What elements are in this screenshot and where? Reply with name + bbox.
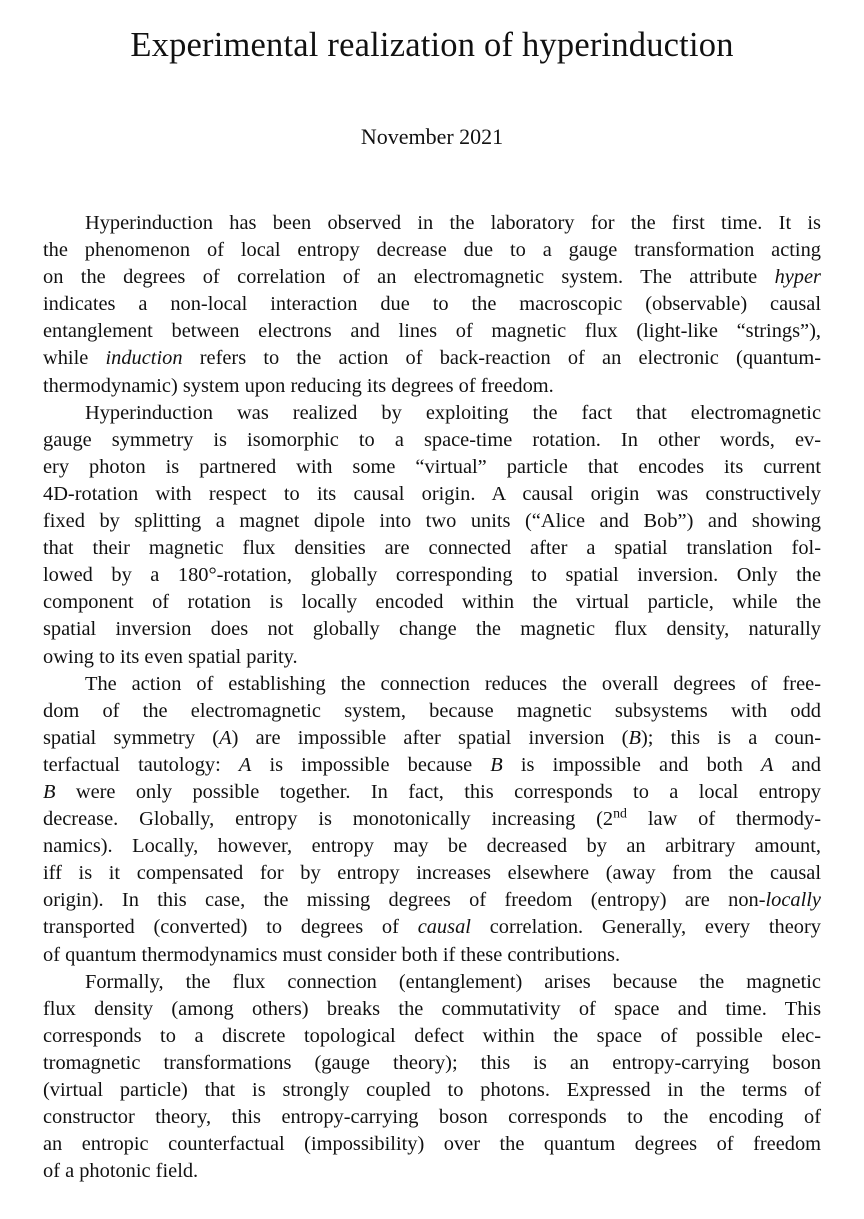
text-run: the phenomenon of local entropy decrease due to a gauge transformation acting [43,239,821,262]
text-line [43,1077,821,1104]
text-line [43,725,821,752]
italic-text: B [628,726,641,749]
text-run: an entropic counterfactual (impossibility) over the quantum degrees of freedom [43,1133,821,1156]
paragraph [43,969,821,1186]
paragraph [43,671,821,969]
text-run: fixed by splitting a magnet dipole into two units (“Alice and Bob”) and showing [43,510,821,533]
text-run: on the degrees of correlation of an electromagnetic system. The attribute [43,266,775,289]
paragraph [43,210,821,400]
text-run: lowed by a 180°-rotation, globally corresponding to spatial inversion. Only the [43,564,821,587]
text-line [43,454,821,481]
text-line [43,779,821,806]
text-line [43,616,821,643]
text-run: spatial inversion does not globally change the magnetic flux density, naturally [43,618,821,641]
text-line [43,942,821,969]
text-run: The action of establishing the connection reduces the overall degrees of free- [85,672,821,695]
text-line [43,1104,821,1131]
text-line [43,996,821,1023]
text-run: flux density (among others) breaks the commutativity of space and time. This [43,997,821,1020]
text-line [43,562,821,589]
text-run: iff is it compensated for by entropy increases elsewhere (away from the causal [43,862,821,885]
text-line [43,237,821,264]
text-run: ) are impossible after spatial inversion ( [231,726,629,749]
italic-text: causal [417,916,471,939]
text-run: of a photonic field. [43,1160,199,1183]
text-line [43,345,821,372]
text-run: of quantum thermodynamics must consider both if these contributions. [43,943,621,966]
text-line [43,210,821,237]
italic-text: B [490,753,503,776]
text-run: indicates a non-local interaction due to the macroscopic (observable) causal [43,293,821,316]
text-run: correlation. Generally, every theory [470,916,821,939]
italic-text: A [760,753,774,776]
text-line [43,887,821,914]
italic-text: B [43,780,56,803]
italic-text: A [238,753,252,776]
text-run: and [773,753,821,776]
text-line [43,1131,821,1158]
italic-text: A [219,726,232,749]
text-run: terfactual tautology: [43,753,239,776]
text-run: is impossible because [251,753,491,776]
text-line [43,914,821,941]
text-run: ery photon is partnered with some “virtual” particle that encodes its current [43,455,821,478]
text-run: Hyperinduction has been observed in the laboratory for the first time. It is [85,212,821,234]
text-line [43,400,821,427]
text-line [43,427,821,454]
text-line [43,508,821,535]
text-run: refers to the action of back-reaction of an electronic (quantum- [182,347,821,370]
text-line [43,264,821,291]
text-line [43,1050,821,1077]
text-line [43,1023,821,1050]
paper-body [43,210,821,1185]
text-line [43,644,821,671]
text-run: gauge symmetry is isomorphic to a space-time rotation. In other words, ev- [43,428,821,451]
text-run: law of thermody- [626,808,821,831]
text-run: thermodynamic) system upon reducing its degrees of freedom. [43,374,554,397]
text-line [43,671,821,698]
text-run: were only possible together. In fact, this corresponds to a local entropy [55,780,821,803]
text-run: component of rotation is locally encoded within the virtual particle, while the [43,591,821,614]
paragraph [43,400,821,671]
text-run: spatial symmetry ( [43,726,220,749]
superscript-text: nd [613,806,627,822]
text-line [43,535,821,562]
text-run: owing to its even spatial parity. [43,645,298,668]
text-line [43,291,821,318]
text-line [43,373,821,400]
text-line [43,860,821,887]
text-line [43,806,821,833]
text-line [43,318,821,345]
text-run: ); this is a coun- [640,726,821,749]
text-line [43,589,821,616]
text-run: while [43,347,106,370]
text-run: entanglement between electrons and lines of magnetic flux (light-like “strings”), [43,320,821,343]
text-line [43,833,821,860]
text-line [43,752,821,779]
text-run: that their magnetic flux densities are connected after a spatial translation fol- [43,537,821,560]
text-run: 4D-rotation with respect to its causal origin. A causal origin was constructively [43,482,821,505]
text-line [43,481,821,508]
italic-text: induction [105,347,183,370]
text-run: dom of the electromagnetic system, because magnetic subsystems with odd [43,699,821,722]
text-run: decrease. Globally, entropy is monotonically increasing (2 [43,808,614,831]
text-run: Formally, the flux connection (entanglement) arises because the magnetic [85,970,821,993]
text-run: corresponds to a discrete topological defect within the space of possible elec- [43,1024,821,1047]
text-run: tromagnetic transformations (gauge theory); this is an entropy-carrying boson [43,1051,821,1074]
italic-text: hyper [774,266,821,289]
text-run: constructor theory, this entropy-carrying boson corresponds to the encoding of [43,1106,821,1129]
italic-text: locally [765,889,821,912]
text-run: Hyperinduction was realized by exploiting the fact that electromagnetic [85,401,821,424]
text-run: transported (converted) to degrees of [43,916,418,939]
text-line [43,698,821,725]
paper-title: Experimental realization of hyperinduction [130,26,734,64]
text-run: is impossible and both [502,753,761,776]
text-line [43,969,821,996]
text-line [43,1158,821,1185]
text-run: (virtual particle) that is strongly coupled to photons. Expressed in the terms of [43,1079,821,1101]
text-run: namics). Locally, however, entropy may be decreased by an arbitrary amount, [43,835,821,858]
paper-date: November 2021 [360,124,504,149]
text-run: origin). In this case, the missing degrees of freedom (entropy) are non- [43,889,766,912]
